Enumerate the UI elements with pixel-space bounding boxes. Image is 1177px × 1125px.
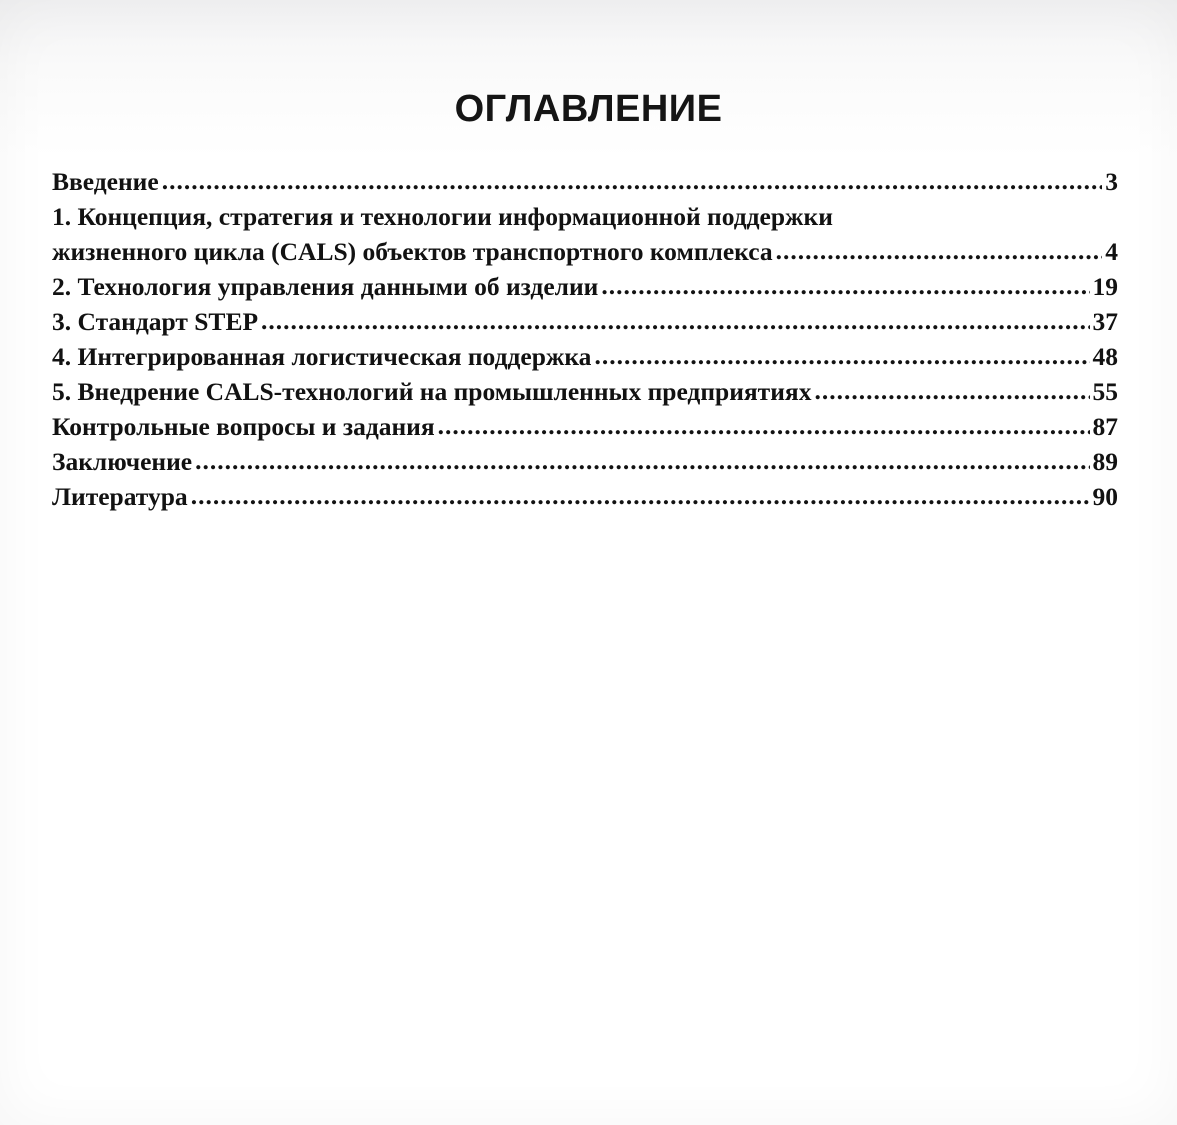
toc-entry-title: Литература [52, 482, 188, 511]
toc-entry-title: 3. Стандарт STEP [52, 307, 259, 336]
toc-entry-page: 87 [1092, 412, 1118, 441]
toc-entry-chapter-2 [52, 269, 1118, 304]
toc-entry-literature [52, 479, 1118, 514]
table-of-contents [52, 164, 1118, 514]
toc-dot-leader [162, 163, 1103, 198]
toc-dot-leader [814, 373, 1089, 408]
toc-entry-questions [52, 409, 1118, 444]
toc-dot-leader [191, 478, 1090, 513]
toc-dot-leader [776, 233, 1103, 268]
toc-entry-title: 5. Внедрение CALS-технологий на промышленных предприятиях [52, 377, 812, 406]
toc-entry-chapter-3 [52, 304, 1118, 339]
toc-entry-chapter-4 [52, 339, 1118, 374]
toc-entry-intro [52, 164, 1118, 199]
toc-entry-chapter-5 [52, 374, 1118, 409]
toc-entry-title: Заключение [52, 447, 193, 476]
toc-entry-page: 48 [1092, 342, 1118, 371]
toc-entry-title: Контрольные вопросы и задания [52, 412, 435, 441]
toc-entry-page: 19 [1092, 272, 1118, 301]
toc-entry-page: 4 [1105, 237, 1118, 266]
toc-dot-leader [195, 443, 1089, 478]
toc-entry-page: 90 [1092, 482, 1118, 511]
toc-entry-page: 55 [1092, 377, 1118, 406]
toc-dot-leader [594, 338, 1089, 373]
toc-entry-page: 3 [1105, 167, 1118, 196]
toc-entry-title-continuation: жизненного цикла (CALS) объектов транспортного комплекса [52, 237, 773, 266]
toc-entry-title: Введение [52, 167, 159, 196]
toc-dot-leader [601, 268, 1089, 303]
toc-dot-leader [261, 303, 1089, 338]
toc-entry-page: 89 [1092, 447, 1118, 476]
toc-entry-conclusion [52, 444, 1118, 479]
page-title: ОГЛАВЛЕНИЕ [454, 88, 723, 130]
toc-entry-title: 4. Интегрированная логистическая поддержка [52, 342, 592, 371]
toc-entry-chapter-1-line-2 [52, 234, 1118, 269]
toc-entry-title: 2. Технология управления данными об изделии [52, 272, 599, 301]
toc-dot-leader [438, 408, 1090, 443]
toc-entry-chapter-1-line-1 [52, 199, 1118, 234]
toc-entry-title: 1. Концепция, стратегия и технологии информационной поддержки [52, 202, 833, 231]
toc-entry-page: 37 [1092, 307, 1118, 336]
